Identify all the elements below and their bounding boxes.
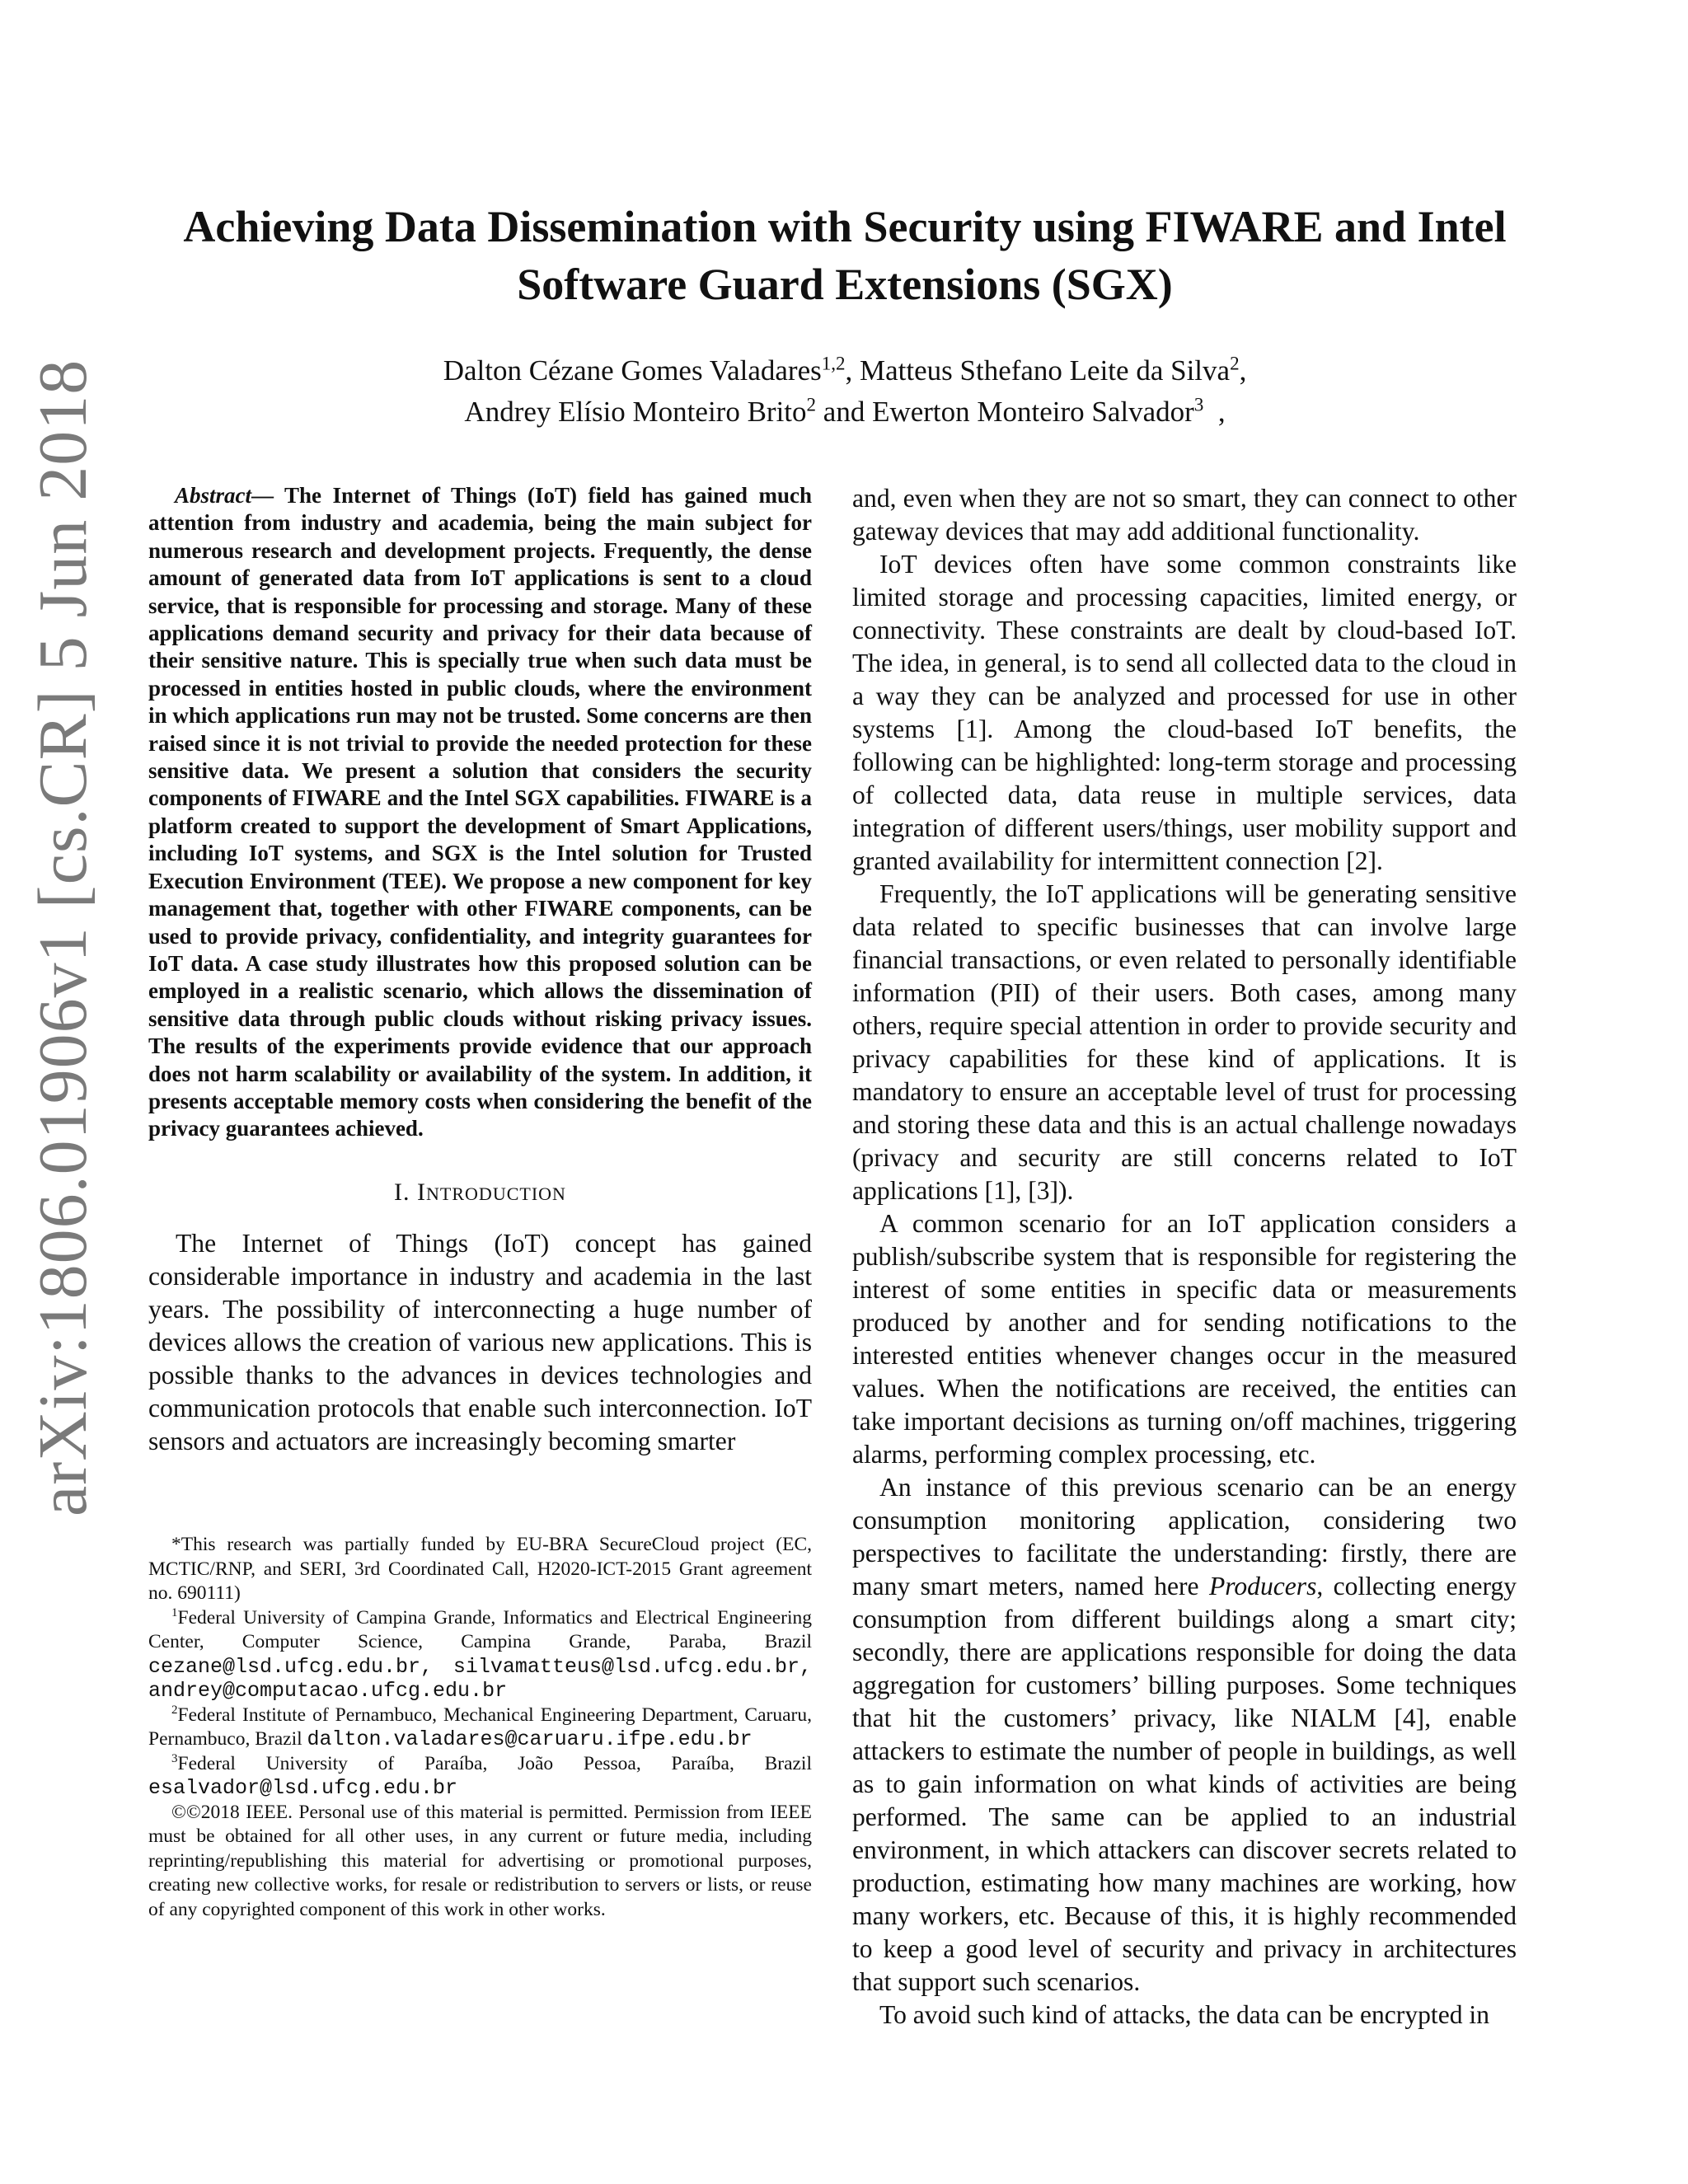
abstract-label: Abstract [175,483,252,508]
affiliation-marker: 2 [806,394,817,415]
paragraph-continuation: and, even when they are not so smart, they can connect to other gateway devices that may add additional functionality. [852,484,1517,546]
affiliation-number: 2 [171,1703,178,1717]
arxiv-identifier-stamp[interactable]: arXiv:1806.01906v1 [cs.CR] 5 Jun 2018 [25,359,101,1516]
affiliation-text: Federal Institute of Pernambuco, Mechanical Engineering Department, Caruaru, Pernambuco, Brazil [148,1704,812,1750]
author-name: Dalton Cézane Gomes Valadares [443,354,822,387]
funding-footnote: *This research was partially funded by EU-BRA SecureCloud project (EC, MCTIC/RNP, and SERI, 3rd Coordinated Call, H2020-ICT-2015 Grant agreement no. 690111) [148,1534,812,1604]
footnotes [148,1533,812,1922]
section-number: I. [394,1178,410,1206]
paragraph-text: An instance of this previous scenario can be an energy consumption monitoring application, considering two perspectives to facilitate the understanding: firstly, there are many smart meters, named here [852,1473,1517,1601]
author-name: Andrey Elísio Monteiro Brito [464,396,807,428]
affiliation-number: 3 [171,1751,178,1765]
affiliation-marker: 2 [1230,353,1240,374]
paragraph: A common scenario for an IoT application considers a publish/subscribe system that is responsible for registering the interest of some entities in specific data or measurements produced by another and for sending notifications to the interested entities whenever changes occur in the measured values. When the notifications are received, the entities can take important decisions as turning on/off machines, triggering alarms, performing complex processing, etc. [852,1209,1517,1469]
paragraph-producers [852,1471,1517,1999]
right-column [852,482,1517,2032]
affiliation-text: Federal University of Paraíba, João Pessoa, Paraíba, Brazil [177,1752,812,1774]
paper-title: Achieving Data Dissemination with Security using FIWARE and Intel Software Guard Extensions (SGX) [183,202,1507,309]
author-name: and Ewerton Monteiro Salvador [816,396,1194,428]
paragraph: Frequently, the IoT applications will be generating sensitive data related to specific businesses that can involve large financial transactions, or even related to personally identifiable information (PII) of their users. Both cases, among many others, require special attention in order to provide security and privacy capabilities for these kind of applications. It is mandatory to ensure an acceptable level of trust for processing and storing these data and this is an actual challenge nowadays (privacy and security are still concerns related to IoT applications [1], [3]). [852,879,1517,1205]
left-column [148,482,812,1458]
affiliation-3 [148,1752,812,1801]
affiliation-email[interactable]: dalton.valadares@caruaru.ifpe.edu.br [307,1727,753,1751]
affiliation-1 [148,1606,812,1704]
author-line-2 [206,391,1484,433]
emphasis-producers: Producers [1208,1572,1317,1601]
affiliation-number: 1 [171,1605,178,1619]
section-title-rest: NTRODUCTION [426,1183,566,1204]
paragraph: IoT devices often have some common constraints like limited storage and processing capacities, limited energy, or connectivity. These constraints are dealt by cloud-based IoT. The idea, in general, is to send all collected data to the cloud in a way they can be analyzed and processed for use in other systems [1]. Among the cloud-based IoT benefits, the following can be highlighted: long-term storage and processing of collected data, data reuse in multiple services, data integration of different users/things, user mobility support and granted availability for intermittent connection [2]. [852,550,1517,875]
intro-paragraph: The Internet of Things (IoT) concept has gained considerable importance in industry and academia in the last years. The possibility of interconnecting a huge number of devices allows the creation of various new applications. This is possible thanks to the advances in devices technologies and communication protocols that enable such interconnection. IoT sensors and actuators are increasingly becoming smarter [148,1228,812,1455]
paragraph-text: , collecting energy consumption from different buildings along a smart city; secondly, there are applications responsible for doing the data aggregation for customers’ billing purposes. Some techniques that hit the customers’ privacy, like NIALM [4], enable attackers to estimate the number of people in buildings, as well as to gain information on what kinds of activities are being performed. The same can be applied to an industrial environment, in which attackers can discover secrets related to production, estimating how many machines are working, how many workers, etc. Because of this, it is highly recommended to keep a good level of security and privacy in architectures that support such scenarios. [852,1572,1517,1996]
affiliation-2 [148,1704,812,1752]
affiliation-marker: 1,2 [821,353,846,374]
abstract-text: — The Internet of Things (IoT) field has gained much attention from industry and academia, being the main subject for numerous research and development projects. Frequently, the dense amount of generated data from IoT applications is sent to a cloud service, that is responsible for processing and storage. Many of these applications demand security and privacy for their data because of their sensitive nature. This is specially true when such data must be processed in entities hosted in public clouds, where the environment in which applications run may not be trusted. Some concerns are then raised since it is not trivial to provide the needed protection for these sensitive data. We present a solution that considers the security components of FIWARE and the Intel SGX capabilities. FIWARE is a platform created to support the development of Smart Applications, including IoT systems, and SGX is the Intel solution for Trusted Execution Environment (TEE). We propose a new component for key management that, together with other FIWARE components, can be used to provide privacy, confidentiality, and integrity guarantees for IoT data. A case study illustrates how this proposed solution can be employed in a realistic scenario, which allows the dissemination of sensitive data through public clouds without risking privacy issues. The results of the experiments provide evidence that our approach does not harm scalability or availability of the system. In addition, it presents acceptable memory costs when considering the benefit of the privacy guarantees achieved. [148,483,812,1141]
abstract [148,482,812,1143]
author-name: , Matteus Sthefano Leite da Silva [845,354,1231,387]
author-separator: , [1203,396,1226,428]
affiliation-email[interactable]: esalvador@lsd.ufcg.edu.br [148,1776,458,1800]
author-list [206,350,1484,433]
affiliation-marker: 3 [1193,394,1204,415]
author-line-1 [206,350,1484,391]
affiliation-emails[interactable]: cezane@lsd.ufcg.edu.br, silvamatteus@lsd.ufcg.edu.br, andrey@computacao.ufcg.edu.br [148,1654,812,1703]
section-heading-introduction [148,1176,812,1211]
section-title-initial: I [417,1178,427,1206]
author-separator: , [1239,354,1247,387]
paragraph: To avoid such kind of attacks, the data can be encrypted in [879,2000,1489,2029]
copyright-notice: ©©2018 IEEE. Personal use of this material is permitted. Permission from IEEE must be obtained for all other uses, in any current or future media, including reprinting/republishing this material for advertising or promotional purposes, creating new collective works, for resale or redistribution to servers or lists, or reuse of any copyrighted component of this work in other works. [148,1801,812,1920]
affiliation-text: Federal University of Campina Grande, Informatics and Electrical Engineering Center, Computer Science, Campina Grande, Paraba, Brazil [148,1606,812,1652]
